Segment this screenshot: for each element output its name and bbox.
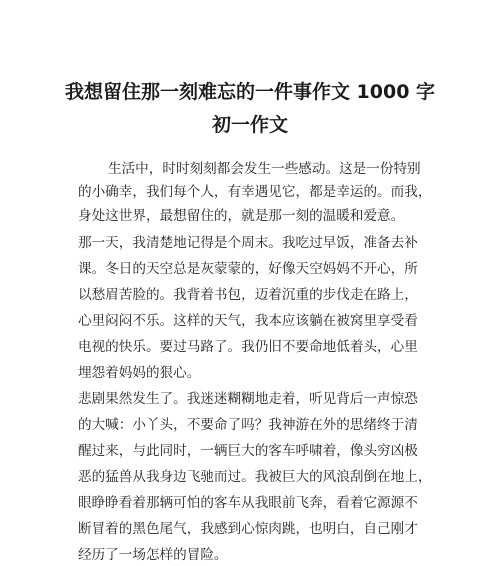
body-line-4: 那一天，我清楚地记得是个周末。我吃过早饭，准备去补: [78, 235, 418, 251]
body-line-5: 课。冬日的天空总是灰蒙蒙的，好像天空妈妈不开心，所: [78, 261, 418, 277]
body-line-8: 电视的快乐。要过马路了。我仍旧不要命地低着头，心里: [78, 339, 418, 355]
body-line-6: 以愁眉苦脸的。我背着书包，迈着沉重的步伐走在路上，: [78, 287, 418, 303]
body-line-12: 醒过来，与此同时，一辆巨大的客车呼啸着，像头穷凶极: [78, 443, 418, 459]
document-title-line-1: 我想留住那一刻难忘的一件事作文 1000 字: [64, 81, 436, 103]
body-line-10: 悲剧果然发生了。我迷迷糊糊地走着，听见背后一声惊恐: [78, 391, 418, 407]
body-line-13: 恶的猛兽从我身边飞驰而过。我被巨大的风浪刮倒在地上，: [78, 469, 432, 485]
body-line-14: 眼睁睁看着那辆可怕的客车从我眼前飞奔，看着它源源不: [78, 495, 418, 511]
body-line-11: 的大喊：小丫头，不要命了吗？我神游在外的思绪终于清: [78, 417, 418, 433]
body-line-7: 心里闷闷不乐。这样的天气，我本应该躺在被窝里享受看: [78, 313, 418, 329]
body-line-16: 经历了一场怎样的冒险。: [78, 547, 228, 563]
body-line-9: 埋怨着妈妈的狠心。: [78, 365, 201, 381]
body-line-1: 生活中，时时刻刻都会发生一些感动。这是一份特别: [108, 161, 421, 177]
body-line-15: 断冒着的黑色尾气，我感到心惊肉跳，也明白，自己刚才: [78, 521, 418, 537]
body-line-3: 身处这世界，最想留住的，就是那一刻的温暖和爱意。: [78, 208, 405, 224]
document-title-line-2: 初一作文: [211, 114, 288, 136]
body-line-2: 的小确幸，我们每个人，有幸遇见它，都是幸运的。而我，: [78, 184, 432, 200]
